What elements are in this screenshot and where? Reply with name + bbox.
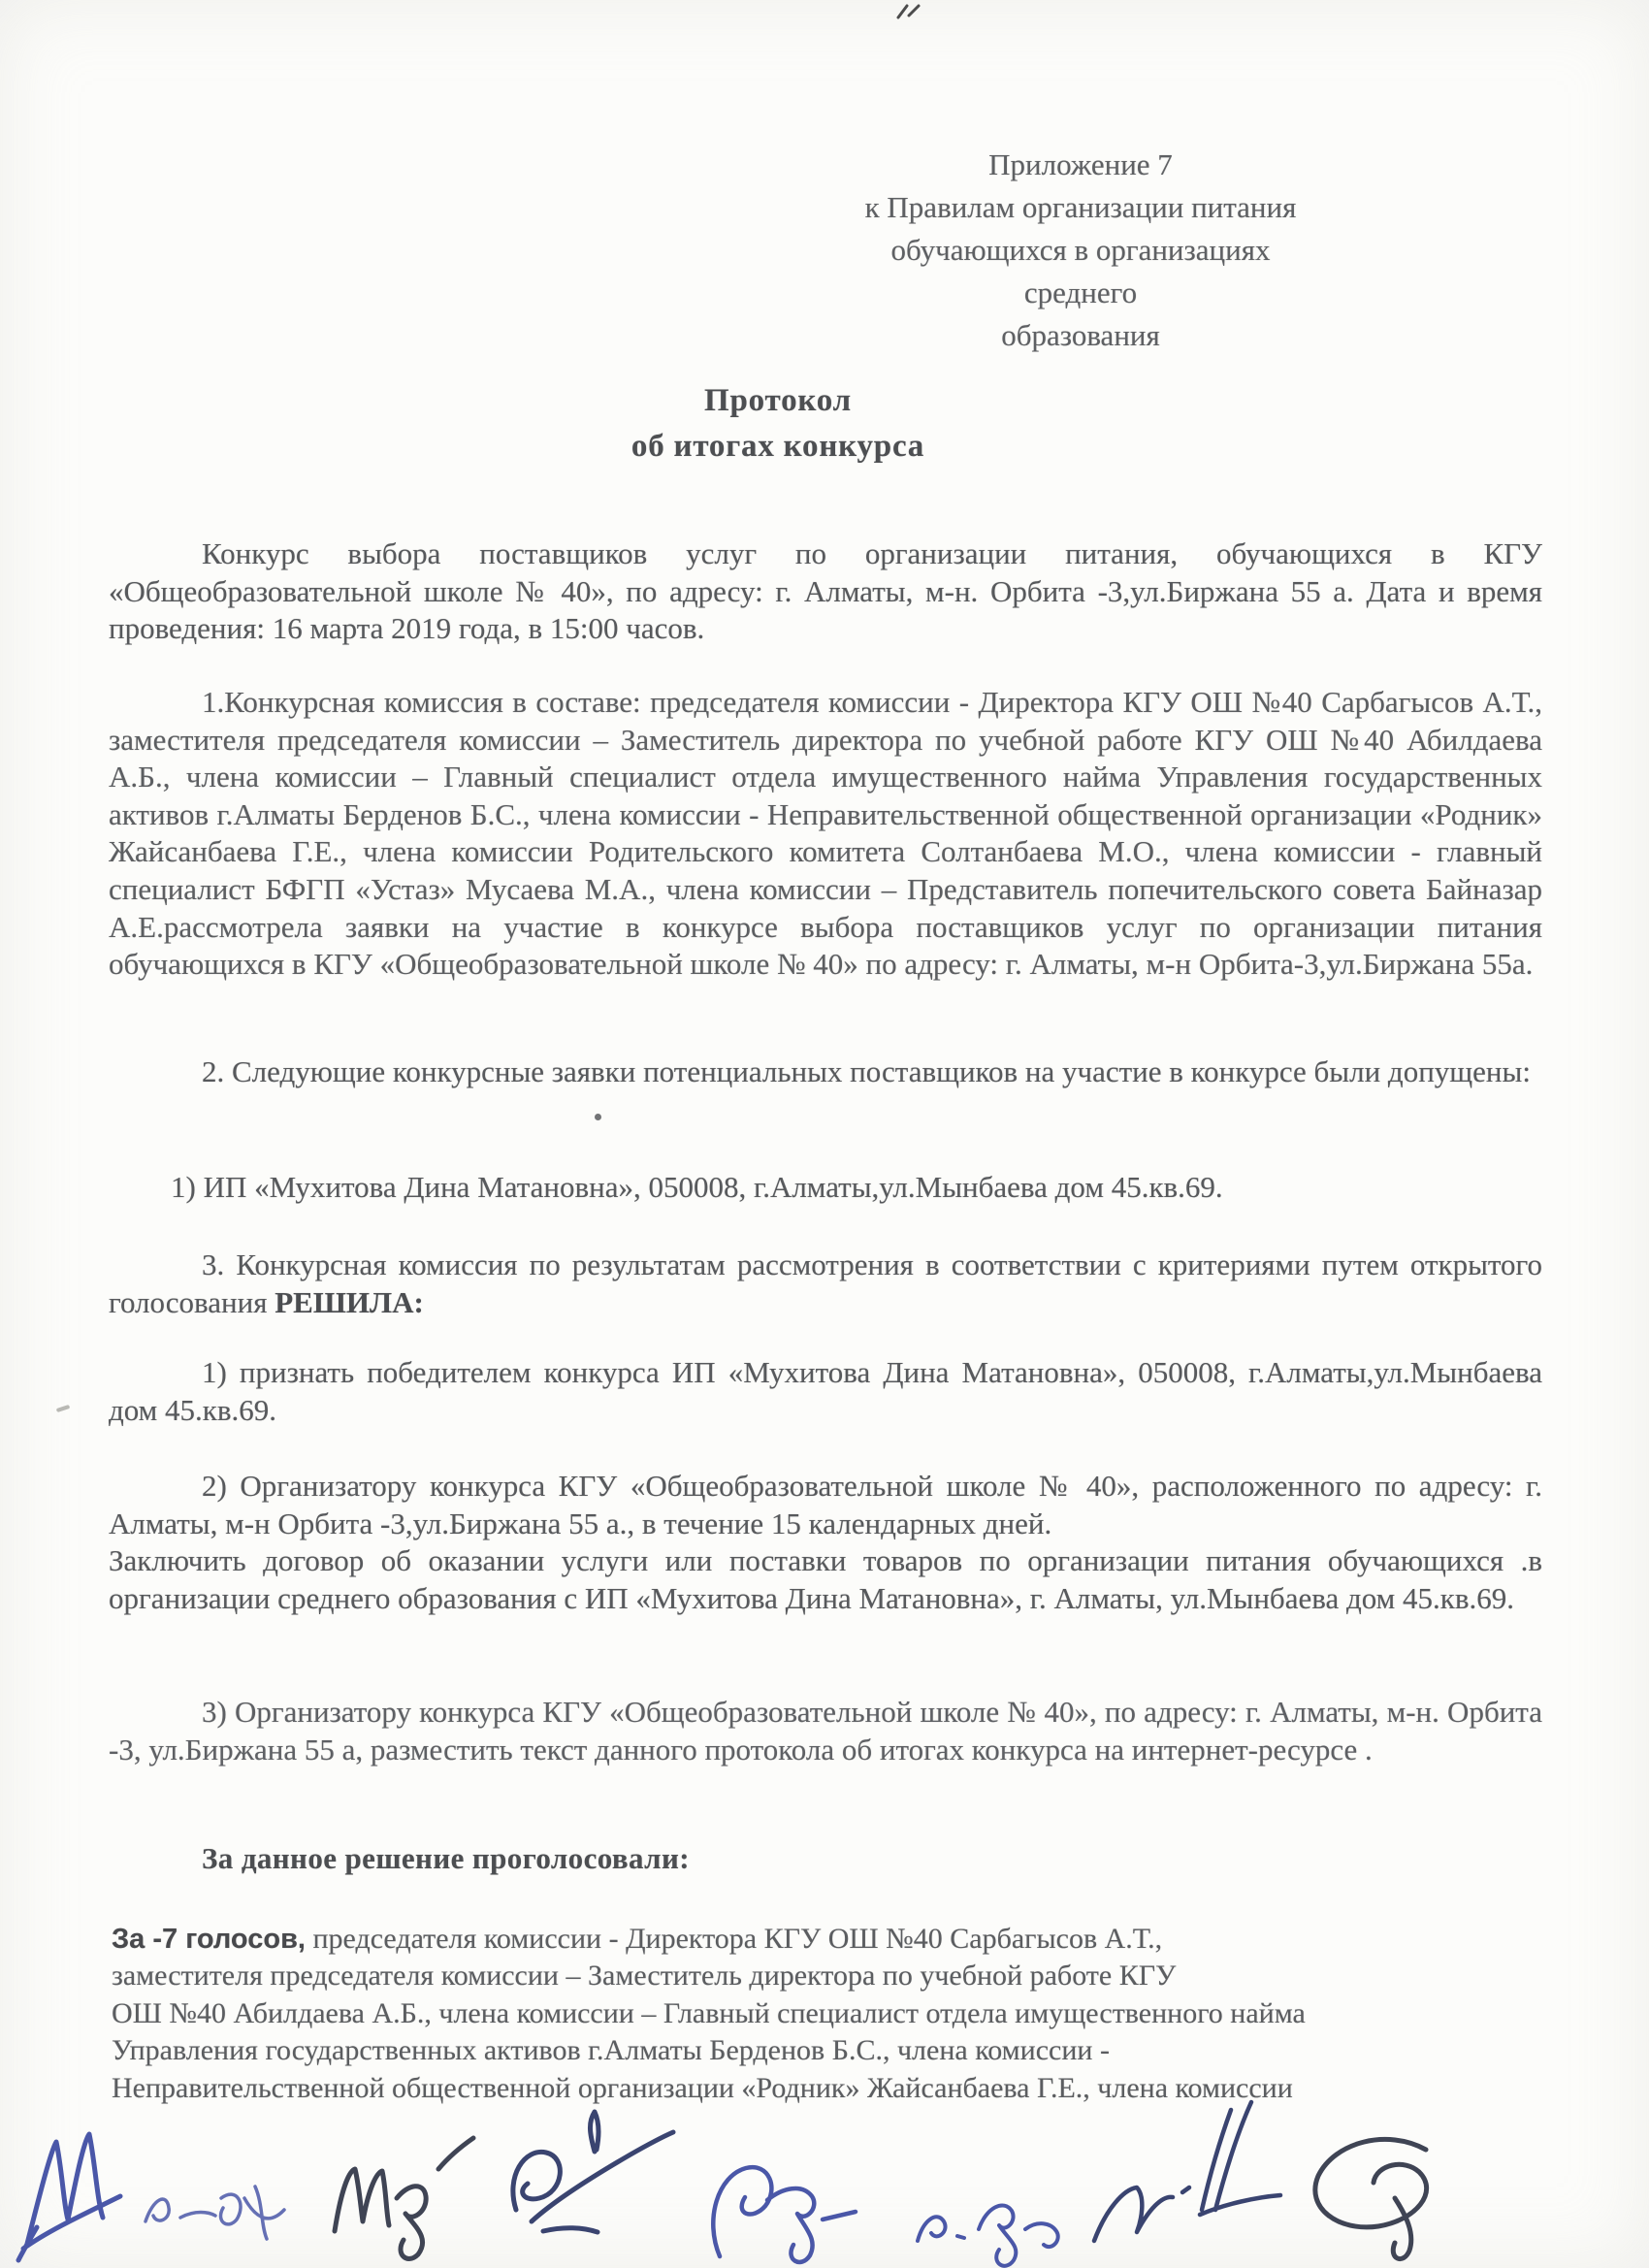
paragraph-competition-info: Конкурс выбора поставщиков услуг по организации питания, обучающихся в КГУ «Общеобразовательной школе № 40», по адресу: г. Алматы, м-н. Орбита -3,ул.Биржана 55 а. Дата и время проведения: 16 марта 2019 года, в 15:00 часов. — [109, 536, 1542, 646]
scan-dot-artifact — [595, 1114, 601, 1120]
paragraph-admitted-bids: 2. Следующие конкурсные заявки потенциальных поставщиков на участие в конкурсе были допущены: — [202, 1054, 1531, 1088]
paragraph-decision-3: 3) Организатору конкурса КГУ «Общеобразовательной школе № 40», по адресу: г. Алматы, м-н. Орбита -3, ул.Биржана 55 а, разместить текст данного протокола об итогах конкурса на интернет-ресурсе . — [109, 1695, 1542, 1766]
signature-1 — [18, 2134, 120, 2260]
vote-heading: За данное решение проголосовали: — [202, 1841, 690, 1875]
signature-5 — [713, 2167, 856, 2262]
signature-7 — [1094, 2102, 1280, 2241]
vote-line-5: Неправительственной общественной организации «Родник» Жайсанбаева Г.Е., члена комиссии — [112, 2071, 1293, 2104]
paragraph-decision-intro — [109, 1247, 1542, 1321]
signature-3 — [335, 2138, 473, 2258]
vote-count-bold: За -7 голосов, — [112, 1924, 306, 1955]
paragraph-decision-1: 1) признать победителем конкурса ИП «Мухитова Дина Матановна», 050008, г.Алматы,ул.Мынбаева дом 45.кв.69. — [109, 1355, 1542, 1427]
title-line-2: об итогах конкурса — [630, 429, 925, 464]
signature-6 — [918, 2205, 1058, 2265]
document-title — [109, 378, 1447, 470]
appendix-line: Приложение 7 — [988, 147, 1173, 181]
list-item-supplier: 1) ИП «Мухитова Дина Матановна», 050008, г.Алматы,ул.Мынбаева дом 45.кв.69. — [171, 1170, 1223, 1204]
appendix-reference — [859, 144, 1302, 357]
vote-line-2: заместителя председателя комиссии – Заместитель директора по учебной работе КГУ — [112, 1960, 1177, 1993]
vote-line-3: ОШ №40 Абилдаева А.Б., члена комиссии – Главный специалист отдела имущественного найма — [112, 1996, 1306, 2029]
signatures-row — [0, 2084, 1649, 2268]
vote-results — [112, 1921, 1557, 2107]
signature-2 — [146, 2187, 284, 2239]
paragraph-decision-2b: Заключить договор об оказании услуги или поставки товаров по организации питания обучающихся .в организации среднего образования с ИП «Мухитова Дина Матановна», г. Алматы, ул.Мынбаева дом 45.кв.69. — [109, 1543, 1542, 1615]
paragraph-decision-2a: 2) Организатору конкурса КГУ «Общеобразовательной школе № 40», расположенного по адресу: г. Алматы, м-н Орбита -3,ул.Биржана 55 а., в течение 15 календарных дней. — [109, 1469, 1542, 1540]
appendix-line: к Правилам организации питания — [864, 190, 1297, 224]
scan-speck-artifact — [56, 1405, 71, 1412]
vote-line-1-text: председателя комиссии - Директора КГУ ОШ №40 Сарбагысов А.Т., — [305, 1923, 1163, 1955]
signature-4 — [513, 2112, 673, 2232]
appendix-line: обучающихся в организациях среднего — [890, 233, 1271, 309]
vote-line-1 — [112, 1921, 1557, 1958]
appendix-line: образования — [1001, 318, 1160, 352]
title-line-1: Протокол — [704, 383, 852, 418]
decision-intro-text: 3. Конкурсная комиссия по результатам рассмотрения в соответствии с критериями путем открытого голосования — [109, 1247, 1542, 1319]
scan-artifact-mark — [894, 2, 923, 21]
signature-8 — [1315, 2139, 1427, 2258]
paragraph-commission-members: 1.Конкурсная комиссия в составе: председателя комиссии - Директора КГУ ОШ №40 Сарбагысов А.Т., заместителя председателя комиссии – Заместитель директора по учебной работе КГУ ОШ №40 Абилдаева А.Б., члена комиссии – Главный специалист отдела имущественного найма Управления государственных активов г.Алматы Берденов Б.С., члена комиссии - Неправительственной общественной организации «Родник» Жайсанбаева Г.Е., члена комиссии Родительского комитета Солтанбаева М.О., члена комиссии - главный специалист БФГП «Устаз» Мусаева М.А., члена комиссии – Представитель попечительского совета Байназар А.Е.рассмотрела заявки на участие в конкурсе выбора поставщиков услуг по организации питания обучающихся в КГУ «Общеобразовательной школе № 40» по адресу: г. Алматы, м-н Орбита-3,ул.Биржана 55а. — [109, 685, 1542, 982]
decision-keyword: РЕШИЛА: — [275, 1284, 424, 1319]
vote-line-4: Управления государственных активов г.Алматы Берденов Б.С., члена комиссии - — [112, 2034, 1110, 2067]
